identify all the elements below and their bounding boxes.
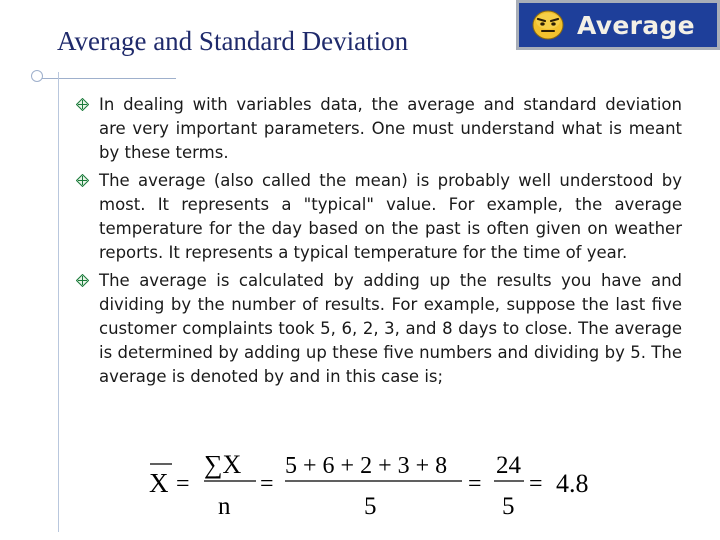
eq-total-denominator: 5	[502, 493, 515, 520]
badge-label: Average	[577, 10, 695, 40]
bullet-item-2	[76, 169, 682, 265]
bullet-list	[76, 93, 682, 393]
bullet-item-3	[76, 269, 682, 389]
rule-circle-ornament	[31, 70, 43, 82]
average-badge	[516, 0, 720, 50]
eq-values-numerator: 5 + 6 + 2 + 3 + 8	[285, 453, 448, 479]
eq-equals-3: =	[468, 471, 482, 497]
average-equation	[146, 448, 606, 523]
bullet-item-1	[76, 93, 682, 165]
eq-values-denominator: 5	[364, 493, 377, 520]
eq-result: 4.8	[556, 469, 589, 498]
bullet-text-1: In dealing with variables data, the average and standard deviation are very important parameters. One must understand what is meant by these terms.	[99, 95, 682, 162]
thinking-face-icon	[531, 9, 565, 41]
eq-equals-1: =	[176, 471, 190, 497]
title-underline	[36, 78, 176, 79]
eq-sum-denominator: n	[218, 493, 231, 520]
slide-title: Average and Standard Deviation	[57, 26, 409, 56]
diamond-bullet-icon	[76, 274, 89, 287]
eq-sum-numerator: ∑X	[204, 450, 242, 479]
diamond-bullet-icon	[76, 98, 89, 111]
bullet-text-3: The average is calculated by adding up the results you have and dividing by the number of results. For example, suppose the last five customer complaints took 5, 6, 2, 3, and 8 days to close. The average is determined by adding up these five numbers and dividing by 5. The average is denoted by and in this case is;	[99, 271, 682, 386]
eq-equals-2: =	[260, 471, 274, 497]
eq-lhs: X	[149, 468, 169, 498]
eq-equals-4: =	[529, 471, 543, 497]
diamond-bullet-icon	[76, 174, 89, 187]
bullet-text-2: The average (also called the mean) is probably well understood by most. It represents a "typical" value. For example, the average temperature for the day based on the past is often given on weather reports. It represents a typical temperature for the time of year.	[99, 171, 682, 262]
eq-total-numerator: 24	[496, 452, 521, 479]
margin-rule	[58, 72, 59, 532]
